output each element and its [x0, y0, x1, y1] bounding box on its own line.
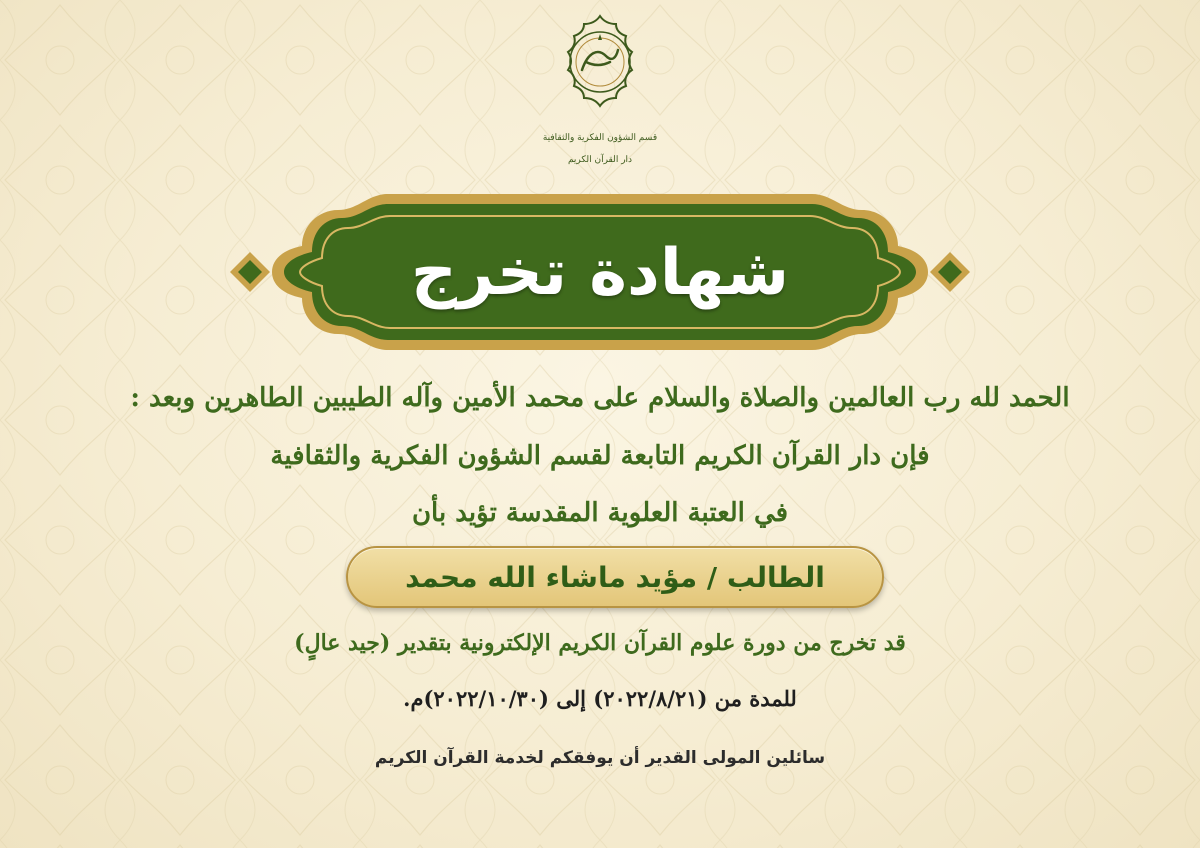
student-name-plate [346, 546, 884, 608]
student-name: الطالب / مؤيد ماشاء الله محمد [405, 560, 825, 594]
shrine-emblem-logo [540, 12, 660, 177]
closing-line: سائلين المولى القدير أن يوفقكم لخدمة القرآن الكريم [374, 748, 826, 768]
certificate-title: شهادة تخرج [410, 236, 790, 310]
institution-line: فإن دار القرآن الكريم التابعة لقسم الشؤون الفكرية والثقافية [270, 441, 930, 471]
course-line: قد تخرج من دورة علوم القرآن الكريم الإلكترونية بتقدير (جيد عالٍ) [294, 630, 906, 656]
period-line: للمدة من (٢٠٢٢/٨/٢١) إلى (٢٠٢٢/١٠/٣٠)م. [403, 686, 797, 711]
left-diamond-ornament [230, 252, 270, 292]
shrine-line: في العتبة العلوية المقدسة تؤيد بأن [411, 498, 789, 528]
emblem-text-line1: قسم الشؤون الفكرية والثقافية [542, 133, 658, 143]
right-diamond-ornament [930, 252, 970, 292]
emblem-text-line2: دار القرآن الكريم [567, 155, 633, 165]
intro-line: الحمد لله رب العالمين والصلاة والسلام على محمد الأمين وآله الطيبين الطاهرين وبعد : [130, 383, 1070, 413]
